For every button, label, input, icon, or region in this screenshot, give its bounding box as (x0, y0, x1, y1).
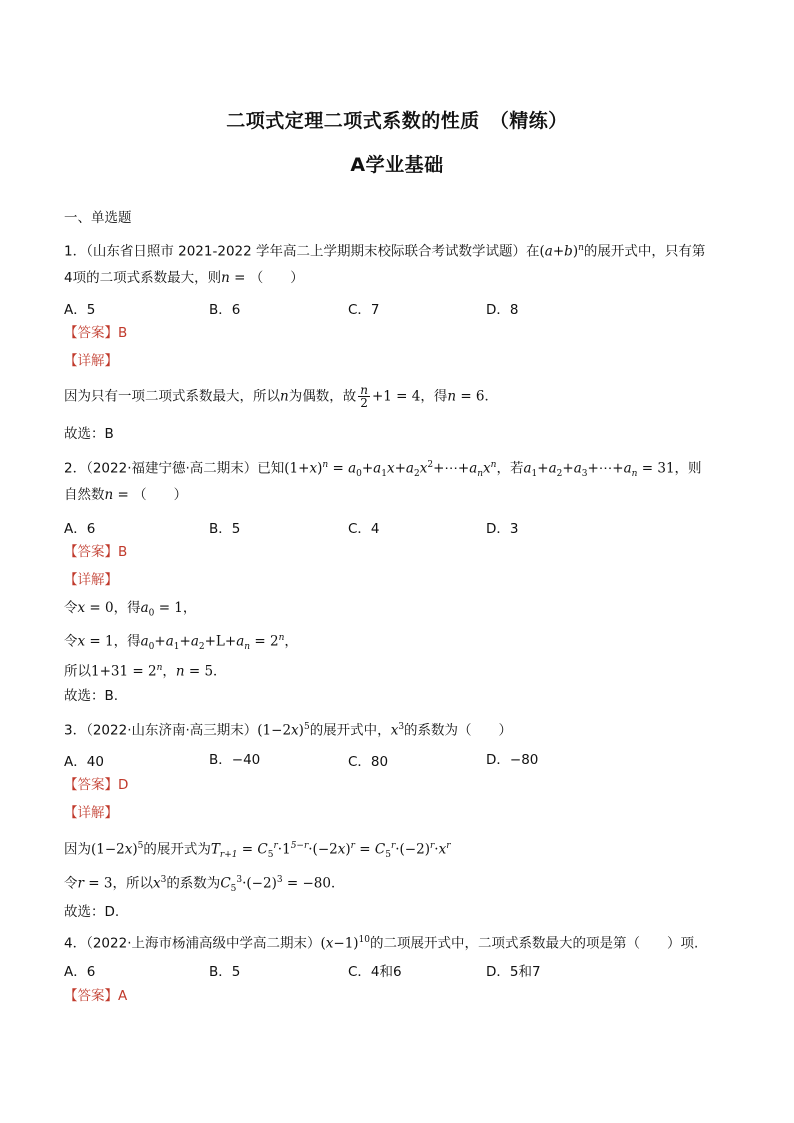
q3-conclusion: 故选：D. (64, 904, 120, 920)
q4-option-c: C．4和6 (348, 964, 402, 980)
q3-detail-label: 【详解】 (64, 805, 118, 821)
q1-answer: 【答案】B (64, 325, 128, 341)
q1-option-c: C．7 (348, 302, 380, 318)
q3-option-b: B．−40 (209, 752, 261, 768)
q1-option-d: D．8 (486, 302, 519, 318)
q1-conclusion: 故选：B (64, 426, 114, 442)
q2-detail-label: 【详解】 (64, 572, 118, 588)
q2-option-c: C．4 (348, 521, 380, 537)
q3-option-c: C．80 (348, 754, 389, 770)
page-title: 二项式定理二项式系数的性质 （精练） (226, 110, 568, 132)
q2-step-3: 所以$1+31 = 2^n$，n = 5． (64, 663, 227, 680)
q1-option-b: B．6 (209, 302, 241, 318)
page-subtitle: A学业基础 (350, 154, 444, 176)
q4-option-a: A．6 (64, 964, 96, 980)
q2-step-2: 令x = 1，得$a_0+a_1+a_2+L+a_n = 2^n$， (64, 633, 298, 653)
q2-option-a: A．6 (64, 521, 96, 537)
q3-option-a: A．40 (64, 754, 104, 770)
question-3-line-1: 3．（2022·山东济南·高三期末）$(1-2x)^5$的展开式中，$x^3$的系数为（ ） (64, 722, 513, 739)
question-1-line-1: 1．（山东省日照市 2021-2022 学年高二上学期期末校际联合考试数学试题）在$(a+b)^n$的展开式中，只有第 (64, 243, 706, 260)
q2-step-1: 令x = 0，得$a_0 = 1$， (64, 600, 197, 619)
section-heading: 一、单选题 (64, 210, 132, 226)
q2-answer: 【答案】B (64, 544, 128, 560)
question-4-line-1: 4．（2022·上海市杨浦高级中学高二期末）$(x-1)^{10}$的二项展开式中，二项式系数最大的项是第（ ）项. (64, 935, 699, 952)
q2-conclusion: 故选：B. (64, 688, 119, 704)
q3-step-1: 因为$(1-2x)^5$的展开式为$T_{r+1} = C_5^r\cdot 1^{5-r}\cdot(-2x)^r = C_5^r\cdot(-2)^r\cdot x^r$ (64, 841, 451, 861)
q4-option-d: D．5和7 (486, 964, 541, 980)
q3-step-2: 令r = 3，所以$x^3$的系数为$C_5^3\cdot(-2)^3 = -80$． (64, 875, 345, 895)
q3-answer: 【答案】D (64, 777, 129, 793)
q1-option-a: A．5 (64, 302, 96, 318)
q2-option-d: D．3 (486, 521, 519, 537)
q4-option-b: B．5 (209, 964, 241, 980)
question-2-line-1: 2．（2022·福建宁德·高二期末）已知$(1+x)^n$ = $a_0+a_1x+a_2x^2+\cdots+a_nx^n$，若$a_1+a_2+a_3+\cdots+a_n = 31$，则 (64, 460, 702, 480)
q1-explanation: 因为只有一项二项式系数最大，所以n为偶数，故 $\frac{n}{2}$ +1 = 4，得n = 6． (64, 383, 499, 410)
q4-answer: 【答案】A (64, 988, 128, 1004)
question-1-line-2: 4项的二项式系数最大，则n = （ ） (64, 270, 304, 286)
question-2-line-2: 自然数n = （ ） (64, 487, 188, 503)
q3-option-d: D．−80 (486, 752, 539, 768)
q2-option-b: B．5 (209, 521, 241, 537)
q1-detail-label: 【详解】 (64, 353, 118, 369)
